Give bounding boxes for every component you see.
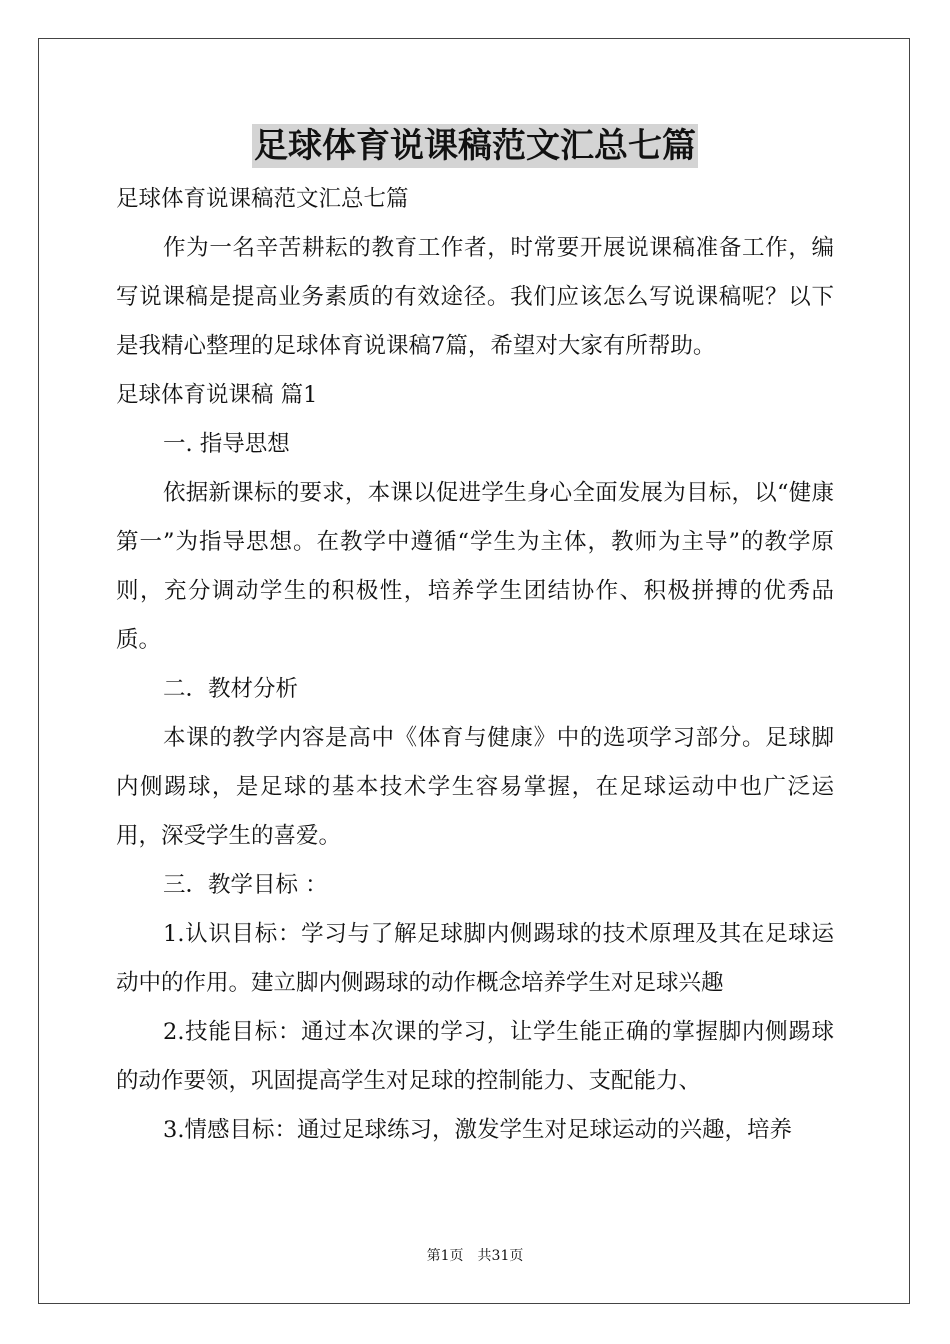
document-body xyxy=(116,175,834,1155)
paragraph: 依据新课标的要求，本课以促进学生身心全面发展为目标，以“健康第一”为指导思想。在教学中遵循“学生为主体，教师为主导”的教学原则，充分调动学生的积极性，培养学生团结协作、积极拼搏的优秀品质。 xyxy=(116,480,834,653)
paragraph: 2.技能目标：通过本次课的学习，让学生能正确的掌握脚内侧踢球的动作要领，巩固提高学生对足球的控制能力、支配能力、 xyxy=(116,1019,834,1094)
paragraph: 二．教材分析 xyxy=(163,676,299,702)
paragraph: 3.情感目标：通过足球练习，激发学生对足球运动的兴趣，培养 xyxy=(163,1117,792,1143)
paragraph: 1.认识目标：学习与了解足球脚内侧踢球的技术原理及其在足球运动中的作用。建立脚内侧踢球的动作概念培养学生对足球兴趣 xyxy=(116,921,834,996)
page-footer xyxy=(0,1247,950,1265)
page-number: 第1页 xyxy=(426,1248,464,1264)
paragraph: 足球体育说课稿范文汇总七篇 xyxy=(116,186,409,212)
document-title: 足球体育说课稿范文汇总七篇 xyxy=(254,126,696,166)
paragraph: 一. 指导思想 xyxy=(163,431,290,457)
paragraph: 三．教学目标 ： xyxy=(163,872,328,898)
page-total: 共31页 xyxy=(477,1248,524,1264)
paragraph: 足球体育说课稿 篇1 xyxy=(116,382,318,408)
paragraph: 本课的教学内容是高中《体育与健康》中的选项学习部分。足球脚内侧踢球，是足球的基本技术学生容易掌握，在足球运动中也广泛运用，深受学生的喜爱。 xyxy=(116,725,834,849)
paragraph: 作为一名辛苦耕耘的教育工作者，时常要开展说课稿准备工作，编写说课稿是提高业务素质的有效途径。我们应该怎么写说课稿呢？以下是我精心整理的足球体育说课稿7篇，希望对大家有所帮助。 xyxy=(116,235,834,359)
title-container xyxy=(0,124,950,168)
